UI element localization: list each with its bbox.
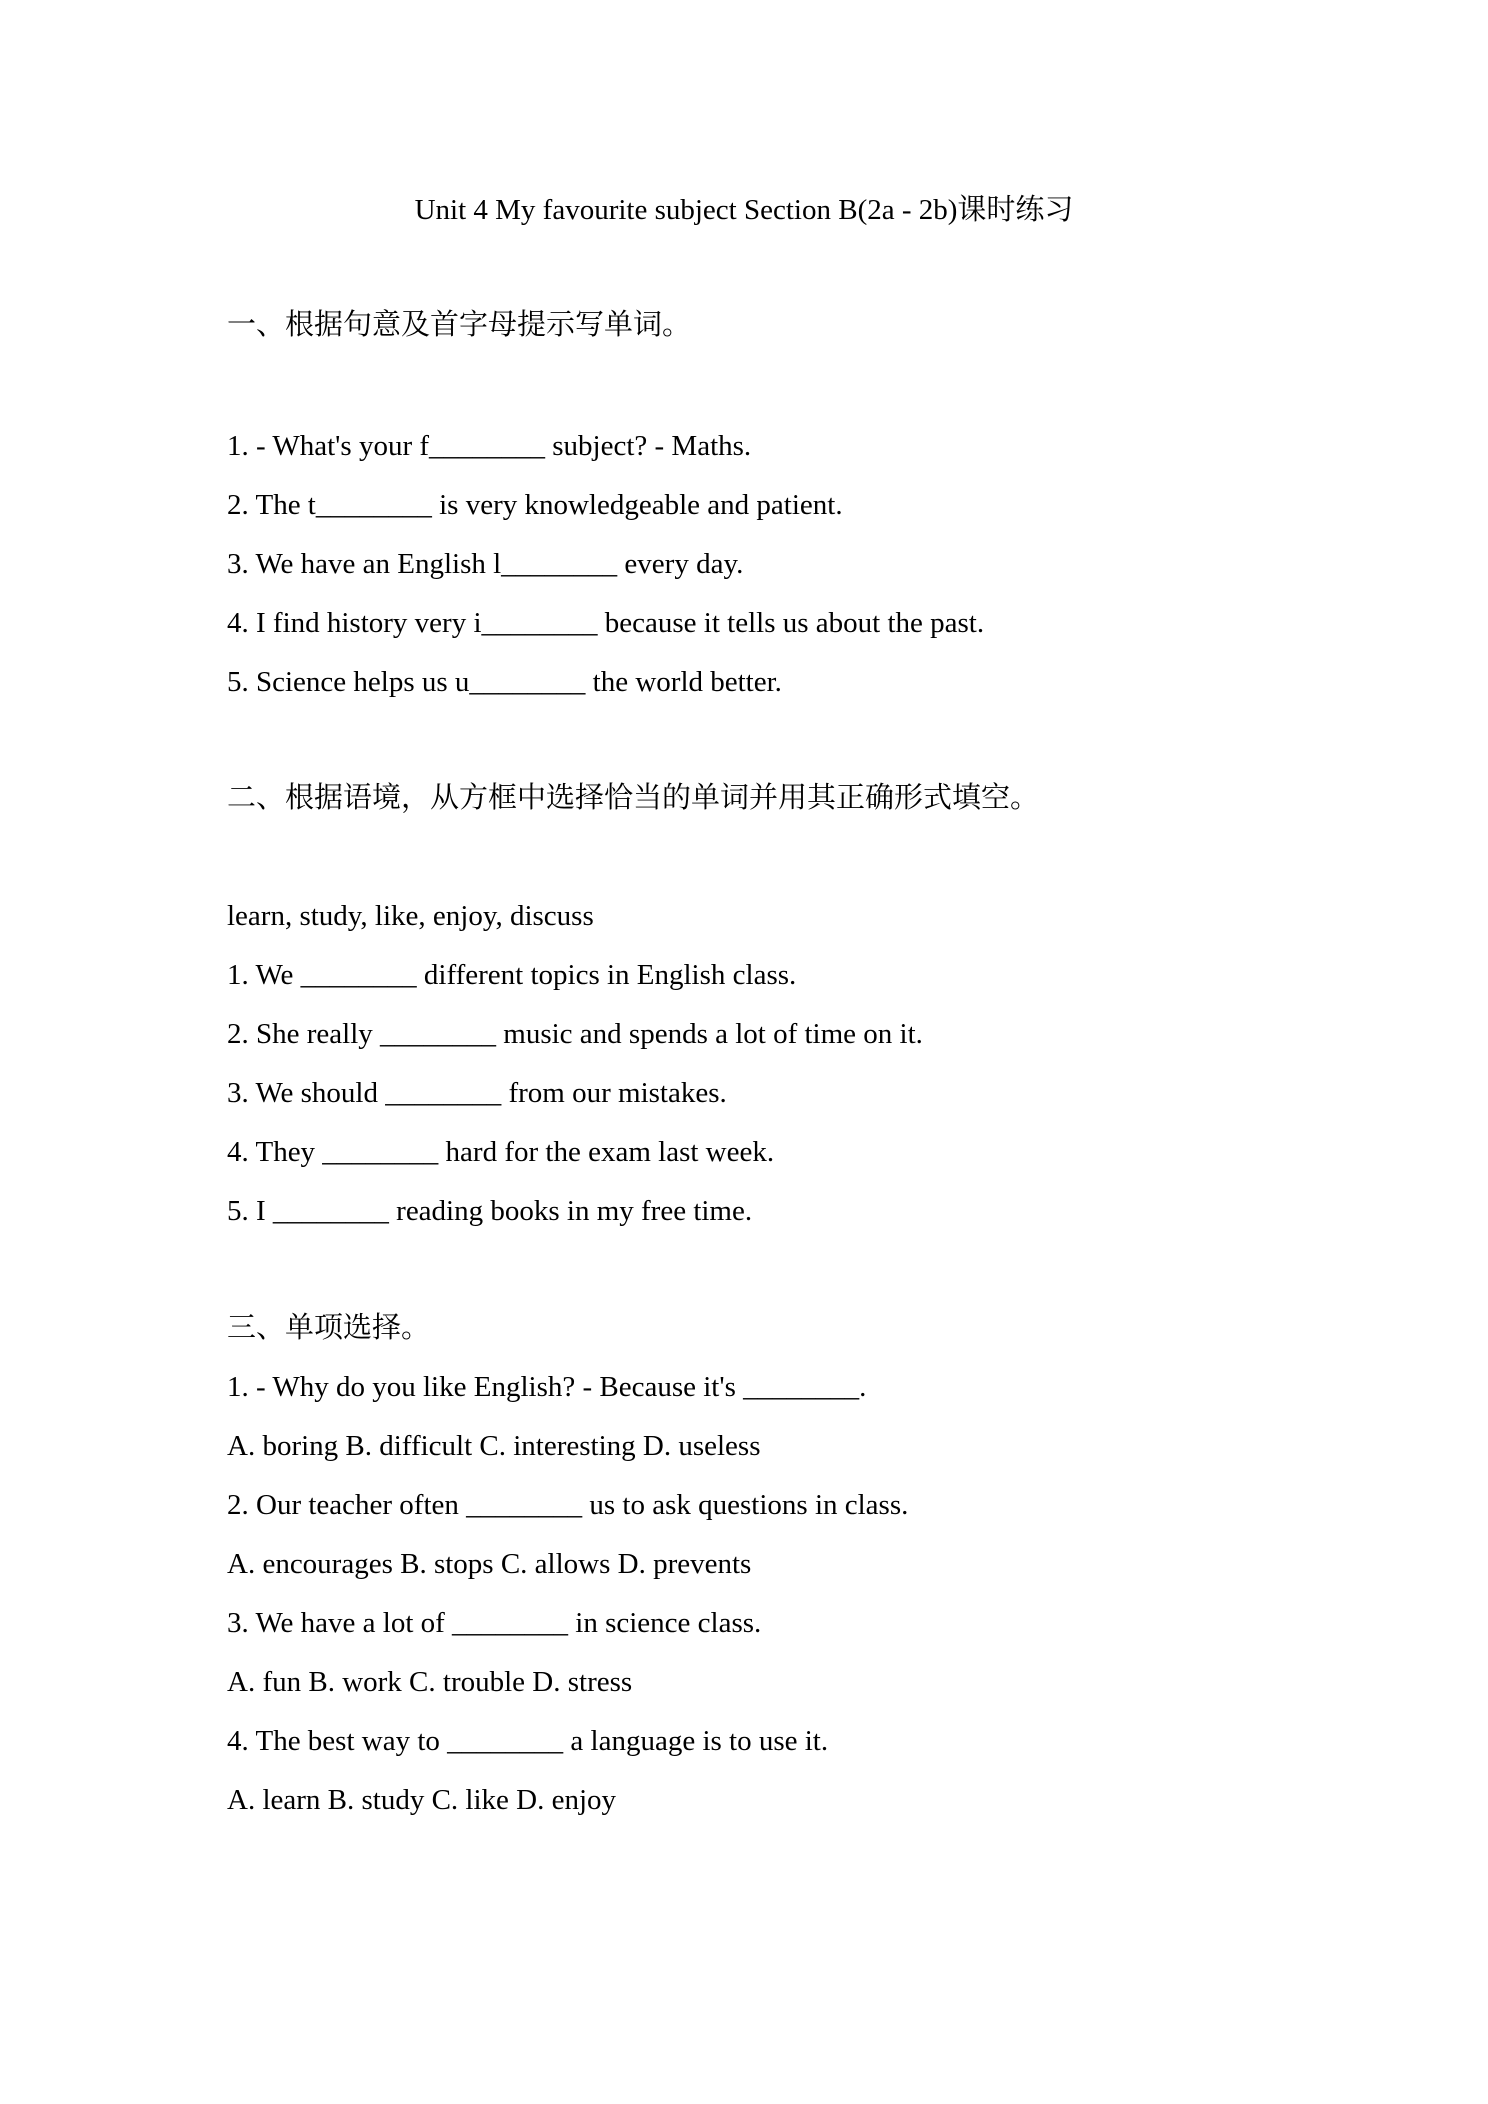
section2-item-3: 3. We should ________ from our mistakes. [227, 1077, 727, 1109]
question-4-options: A. learn B. study C. like D. enjoy [227, 1784, 617, 1816]
section2-item-5: 5. I ________ reading books in my free time. [227, 1195, 753, 1227]
section1-item-3: 3. We have an English l________ every day. [227, 548, 744, 580]
section1-heading: 一、根据句意及首字母提示写单词。 [227, 309, 692, 341]
section2-item-4: 4. They ________ hard for the exam last week. [227, 1136, 775, 1168]
section2-heading: 二、根据语境，从方框中选择恰当的单词并用其正确形式填空。 [227, 782, 1040, 814]
question-1-stem: 1. - Why do you like English? - Because it's ________. [227, 1371, 867, 1403]
section1-item-4: 4. I find history very i________ because it tells us about the past. [227, 607, 985, 639]
question-2-stem: 2. Our teacher often ________ us to ask questions in class. [227, 1489, 909, 1521]
question-3-stem: 3. We have a lot of ________ in science class. [227, 1607, 762, 1639]
question-2-options: A. encourages B. stops C. allows D. prevents [227, 1548, 752, 1580]
section1-item-5: 5. Science helps us u________ the world better. [227, 666, 782, 698]
page-title: Unit 4 My favourite subject Section B(2a - 2b)课时练习 [414, 194, 1074, 226]
section3-heading: 三、单项选择。 [227, 1312, 431, 1344]
question-1-options: A. boring B. difficult C. interesting D. useless [227, 1430, 761, 1462]
section2-item-2: 2. She really ________ music and spends a lot of time on it. [227, 1018, 923, 1050]
question-3-options: A. fun B. work C. trouble D. stress [227, 1666, 633, 1698]
section2-item-1: 1. We ________ different topics in English class. [227, 959, 797, 991]
section1-item-1: 1. - What's your f________ subject? - Maths. [227, 430, 752, 462]
word-box: learn, study, like, enjoy, discuss [227, 900, 594, 932]
section1-item-2: 2. The t________ is very knowledgeable and patient. [227, 489, 843, 521]
question-4-stem: 4. The best way to ________ a language is to use it. [227, 1725, 829, 1757]
